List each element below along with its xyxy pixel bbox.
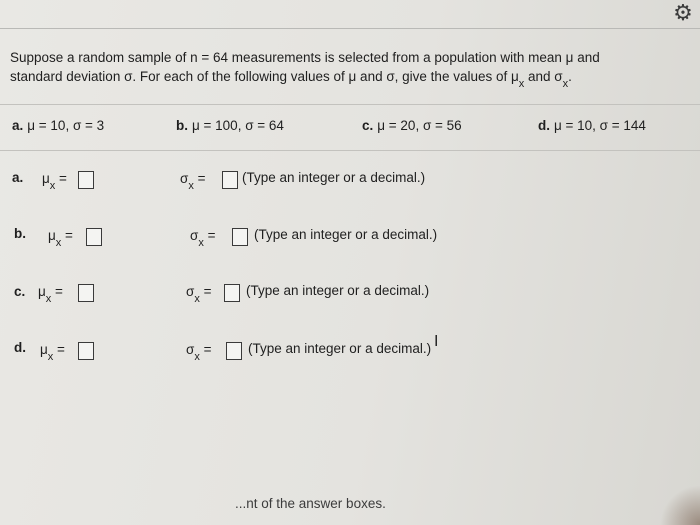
text-cursor-icon: I	[434, 333, 439, 350]
row-d-mu-symbol: μx =	[40, 342, 65, 363]
row-d-label: d.	[14, 340, 26, 355]
row-b-mu-symbol: μx =	[48, 228, 73, 249]
row-a-sigma-input[interactable]	[222, 171, 238, 189]
problem-line-2: standard deviation σ. For each of the following values of μ and σ, give the values of μx and σx.	[10, 69, 572, 90]
photo-shadow	[660, 485, 700, 525]
row-a-hint: (Type an integer or a decimal.)	[242, 170, 426, 185]
row-c-label: c.	[14, 284, 26, 299]
row-b-label: b.	[14, 226, 26, 241]
given-b: b. μ = 100, σ = 64	[176, 118, 284, 133]
given-c: c. μ = 20, σ = 56	[362, 118, 462, 133]
row-c-sigma-input[interactable]	[224, 284, 240, 302]
problem-statement	[10, 48, 694, 88]
row-c-mu-input[interactable]	[78, 284, 94, 302]
row-a-sigma-symbol: σx =	[180, 171, 206, 192]
gear-icon[interactable]: ⚙	[673, 0, 693, 25]
problem-line-1: Suppose a random sample of n = 64 measurements is selected from a population with mean μ and	[10, 50, 600, 65]
row-d-sigma-input[interactable]	[226, 342, 242, 360]
row-c-mu-symbol: μx =	[38, 284, 63, 305]
row-d-sigma-symbol: σx =	[186, 342, 212, 363]
row-b-hint: (Type an integer or a decimal.)	[254, 227, 438, 242]
given-a: a. μ = 10, σ = 3	[12, 118, 105, 133]
given-d: d. μ = 10, σ = 144	[538, 118, 646, 133]
row-b-sigma-symbol: σx =	[190, 228, 216, 249]
top-divider	[0, 28, 700, 29]
row-a-label: a.	[12, 170, 24, 185]
row-c-sigma-symbol: σx =	[186, 284, 212, 305]
row-a-mu-input[interactable]	[78, 171, 94, 189]
footer-instruction: ...nt of the answer boxes.	[235, 496, 386, 511]
row-b-mu-input[interactable]	[86, 228, 102, 246]
row-c-hint: (Type an integer or a decimal.)	[246, 283, 430, 298]
row-b-sigma-input[interactable]	[232, 228, 248, 246]
row-d-hint: (Type an integer or a decimal.)	[248, 341, 432, 356]
divider-1	[0, 104, 700, 105]
row-a-mu-symbol: μx =	[42, 171, 67, 192]
divider-2	[0, 150, 700, 151]
row-d-mu-input[interactable]	[78, 342, 94, 360]
